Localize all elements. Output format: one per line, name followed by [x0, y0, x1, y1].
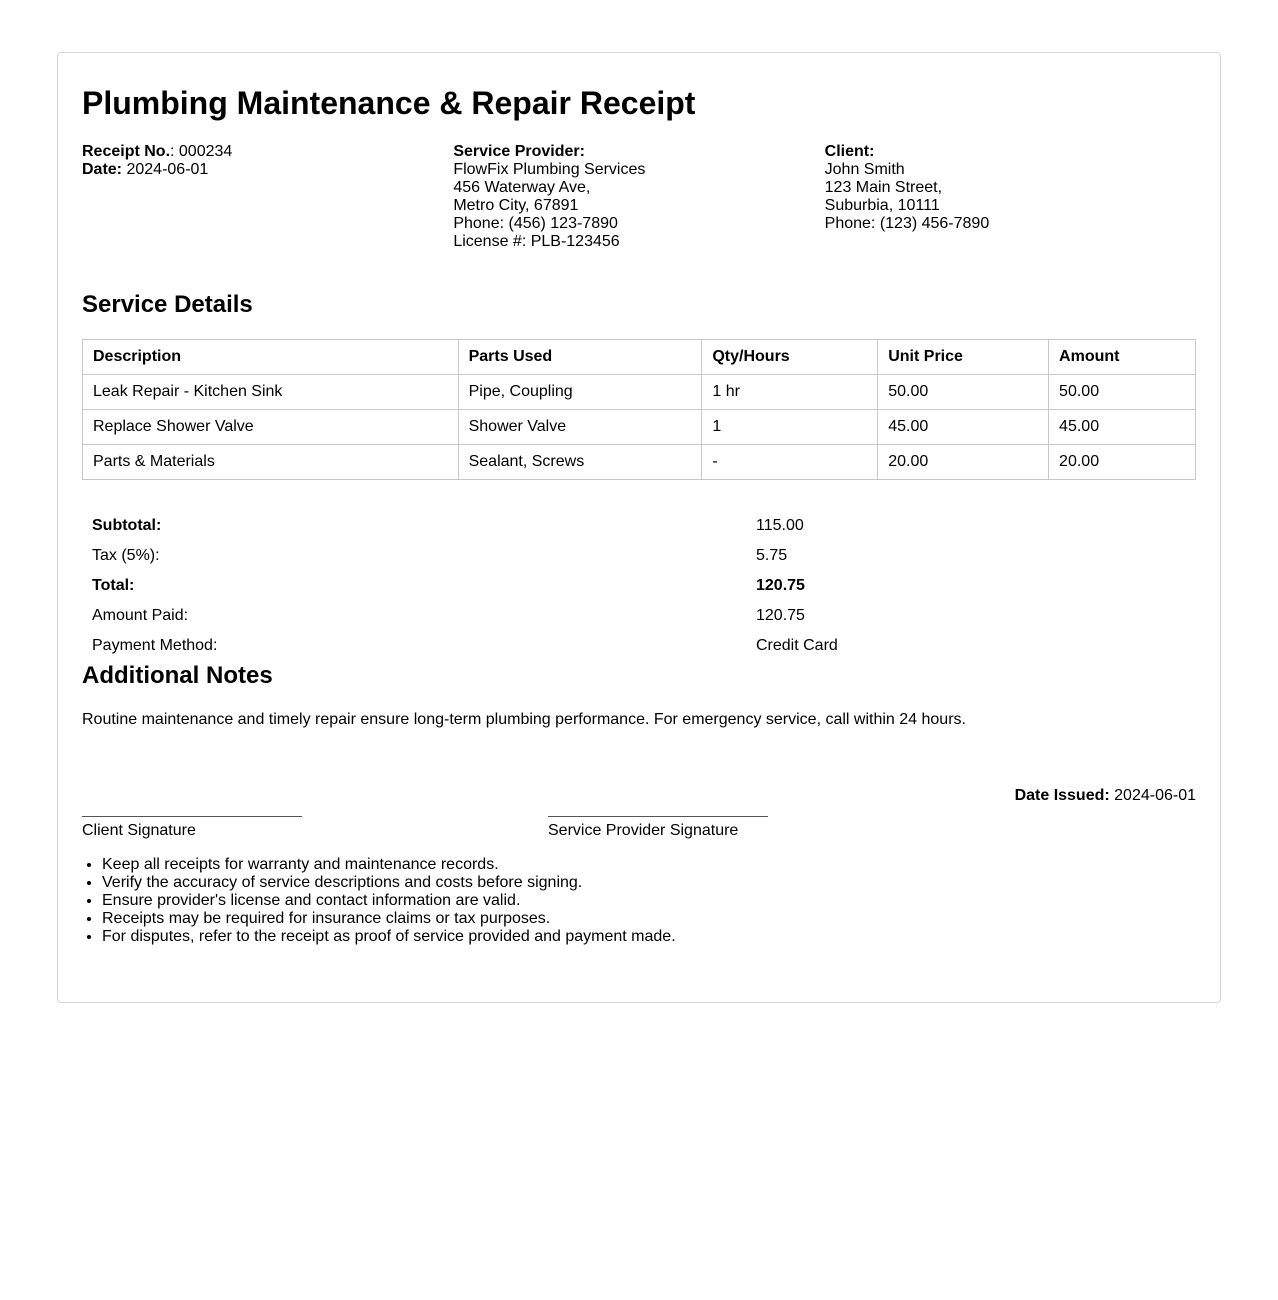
- cell-unit-price: 45.00: [878, 410, 1049, 445]
- cell-description: Leak Repair - Kitchen Sink: [83, 375, 459, 410]
- client-phone: Phone: (123) 456-7890: [824, 215, 990, 232]
- cell-unit-price: 50.00: [878, 375, 1049, 410]
- table-row: [83, 445, 1196, 480]
- provider-signature-label: Service Provider Signature: [548, 822, 739, 839]
- receipt-card: [57, 52, 1221, 1003]
- cell-amount: 45.00: [1049, 410, 1196, 445]
- total-value: 120.75: [756, 577, 805, 594]
- cell-qty-hours: 1 hr: [702, 375, 878, 410]
- list-item: • Receipts may be required for insurance claims or tax purposes.: [102, 910, 676, 928]
- date-issued: [1015, 786, 1196, 806]
- client-address-line2: Suburbia, 10111: [824, 197, 940, 214]
- provider-address-line2: Metro City, 67891: [453, 197, 579, 214]
- client-signature-label: Client Signature: [82, 822, 196, 839]
- receipt-info-row: [82, 143, 1196, 251]
- table-row: [83, 410, 1196, 445]
- additional-notes-text: Routine maintenance and timely repair ensure long-term plumbing performance. For emergency service, call within 24 hours.: [82, 711, 966, 728]
- totals-table: [82, 511, 882, 661]
- column-header-description: Description: [83, 340, 459, 375]
- list-item: • For disputes, refer to the receipt as proof of service provided and payment made.: [102, 928, 676, 946]
- column-header-parts-used: Parts Used: [458, 340, 702, 375]
- column-header-unit-price: Unit Price: [878, 340, 1049, 375]
- tax-label: Tax (5%):: [92, 547, 160, 564]
- total-row: [82, 571, 882, 601]
- service-provider-block: [453, 143, 824, 251]
- subtotal-row: [82, 511, 882, 541]
- receipt-number-value: 000234: [178, 143, 233, 160]
- provider-signature-line: [548, 816, 768, 817]
- tax-value: 5.75: [756, 547, 788, 564]
- cell-description: Parts & Materials: [83, 445, 459, 480]
- provider-license: License #: PLB-123456: [453, 233, 620, 250]
- subtotal-label: Subtotal:: [92, 517, 162, 534]
- receipt-number: Receipt No.: 000234: [82, 143, 233, 160]
- list-item: • Ensure provider's license and contact information are valid.: [102, 892, 676, 910]
- cell-qty-hours: 1: [702, 410, 878, 445]
- provider-signature-block: [548, 816, 768, 840]
- additional-notes-heading: Additional Notes: [82, 662, 273, 689]
- service-details-table: [82, 339, 1196, 480]
- provider-phone: Phone: (456) 123-7890: [453, 215, 618, 232]
- client-signature-line: [82, 816, 302, 817]
- page-title: Plumbing Maintenance & Repair Receipt: [82, 85, 696, 121]
- payment-method-value: Credit Card: [756, 637, 838, 654]
- cell-parts-used: Pipe, Coupling: [458, 375, 702, 410]
- receipt-tips-list: [102, 856, 676, 946]
- column-header-amount: Amount: [1049, 340, 1196, 375]
- cell-qty-hours: -: [702, 445, 878, 480]
- total-label: Total:: [92, 577, 135, 594]
- service-details-heading: Service Details: [82, 291, 253, 318]
- client-address-line1: 123 Main Street,: [824, 179, 943, 196]
- client-signature-block: [82, 816, 302, 840]
- provider-name: FlowFix Plumbing Services: [453, 161, 646, 178]
- cell-unit-price: 20.00: [878, 445, 1049, 480]
- client-heading: Client:: [824, 143, 875, 160]
- amount-paid-row: [82, 601, 882, 631]
- table-row: [83, 375, 1196, 410]
- provider-heading: Service Provider:: [453, 143, 585, 160]
- cell-amount: 20.00: [1049, 445, 1196, 480]
- client-block: [825, 143, 1196, 251]
- date-issued-value: 2024-06-01: [1114, 787, 1196, 804]
- column-header-qty-hours: Qty/Hours: [702, 340, 878, 375]
- list-item: • Keep all receipts for warranty and maintenance records.: [102, 856, 676, 874]
- receipt-number-label: Receipt No.: [82, 143, 171, 160]
- receipt-date: [82, 161, 453, 179]
- client-name: John Smith: [824, 161, 905, 178]
- list-item: • Verify the accuracy of service descriptions and costs before signing.: [102, 874, 676, 892]
- payment-method-label: Payment Method:: [92, 637, 218, 654]
- receipt-date-label: Date:: [82, 161, 123, 178]
- receipt-date-value: 2024-06-01: [126, 161, 209, 178]
- tax-row: [82, 541, 882, 571]
- amount-paid-label: Amount Paid:: [92, 607, 189, 624]
- cell-parts-used: Sealant, Screws: [458, 445, 702, 480]
- cell-description: Replace Shower Valve: [83, 410, 459, 445]
- date-issued-label: Date Issued:: [1014, 787, 1110, 804]
- payment-method-row: [82, 631, 882, 661]
- cell-amount: 50.00: [1049, 375, 1196, 410]
- table-header-row: [83, 340, 1196, 375]
- provider-address-line1: 456 Waterway Ave,: [453, 179, 591, 196]
- subtotal-value: 115.00: [756, 517, 804, 534]
- amount-paid-value: 120.75: [756, 607, 805, 624]
- cell-parts-used: Shower Valve: [458, 410, 702, 445]
- receipt-meta: [82, 143, 453, 251]
